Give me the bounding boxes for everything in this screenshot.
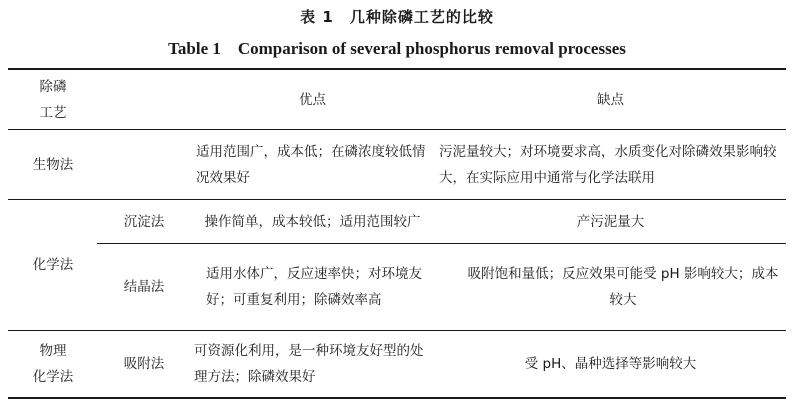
- row-biological-advantages: [190, 130, 435, 199]
- row-physicochemical-category: [8, 331, 98, 397]
- header-process-line1: 除磷: [39, 78, 67, 95]
- row-biological-category: 生物法: [32, 156, 74, 173]
- row-biological-disadvantages-text: 污泥量较大；对环境要求高，水质变化对除磷效果影响较大，在实际应用中通常与化学法联用: [439, 143, 777, 186]
- row-chemical-category: 化学法: [32, 257, 74, 273]
- header-process-line2: 工艺: [39, 104, 67, 121]
- row-physicochemical-category-line2: 化学法: [32, 369, 74, 385]
- row-adsorption-disadvantages: 受 pH、晶种选择等影响较大: [524, 356, 697, 372]
- table-caption-chinese: 表 1 几种除磷工艺的比较: [300, 8, 494, 26]
- header-process: [8, 70, 98, 129]
- header-advantages: 优点: [299, 91, 326, 108]
- row-crystallization-disadvantages: [435, 244, 786, 330]
- row-precipitation-method: 沉淀法: [123, 213, 165, 230]
- row-adsorption-method: 吸附法: [123, 356, 165, 372]
- row-biological-disadvantages: [435, 130, 786, 199]
- row-crystallization-method: 结晶法: [123, 279, 165, 295]
- row-crystallization-advantages: [190, 244, 435, 330]
- table-caption-english: Table 1 Comparison of several phosphorus removal processes: [168, 39, 626, 58]
- row-physicochemical-category-line1: 物理: [39, 343, 67, 359]
- row-crystallization-advantages-text: 适用水体广，反应速率快；对环境友好；可重复利用；除磷效率高: [206, 266, 422, 308]
- row-adsorption-advantages: [190, 331, 435, 397]
- row-precipitation-disadvantages: 产污泥量大: [576, 213, 645, 230]
- row-precipitation-advantages: 操作简单，成本较低；适用范围较广: [204, 213, 421, 230]
- row-adsorption-advantages-text: 可资源化利用，是一种环境友好型的处理方法；除磷效果好: [194, 343, 424, 385]
- row-biological-advantages-text: 适用范围广，成本低；在磷浓度较低情况效果好: [196, 143, 426, 186]
- header-disadvantages: 缺点: [597, 91, 624, 108]
- row-crystallization-disadvantages-text: 吸附饱和量低；反应效果可能受 pH 影响较大；成本较大: [467, 266, 779, 308]
- bottom-rule: [8, 397, 786, 399]
